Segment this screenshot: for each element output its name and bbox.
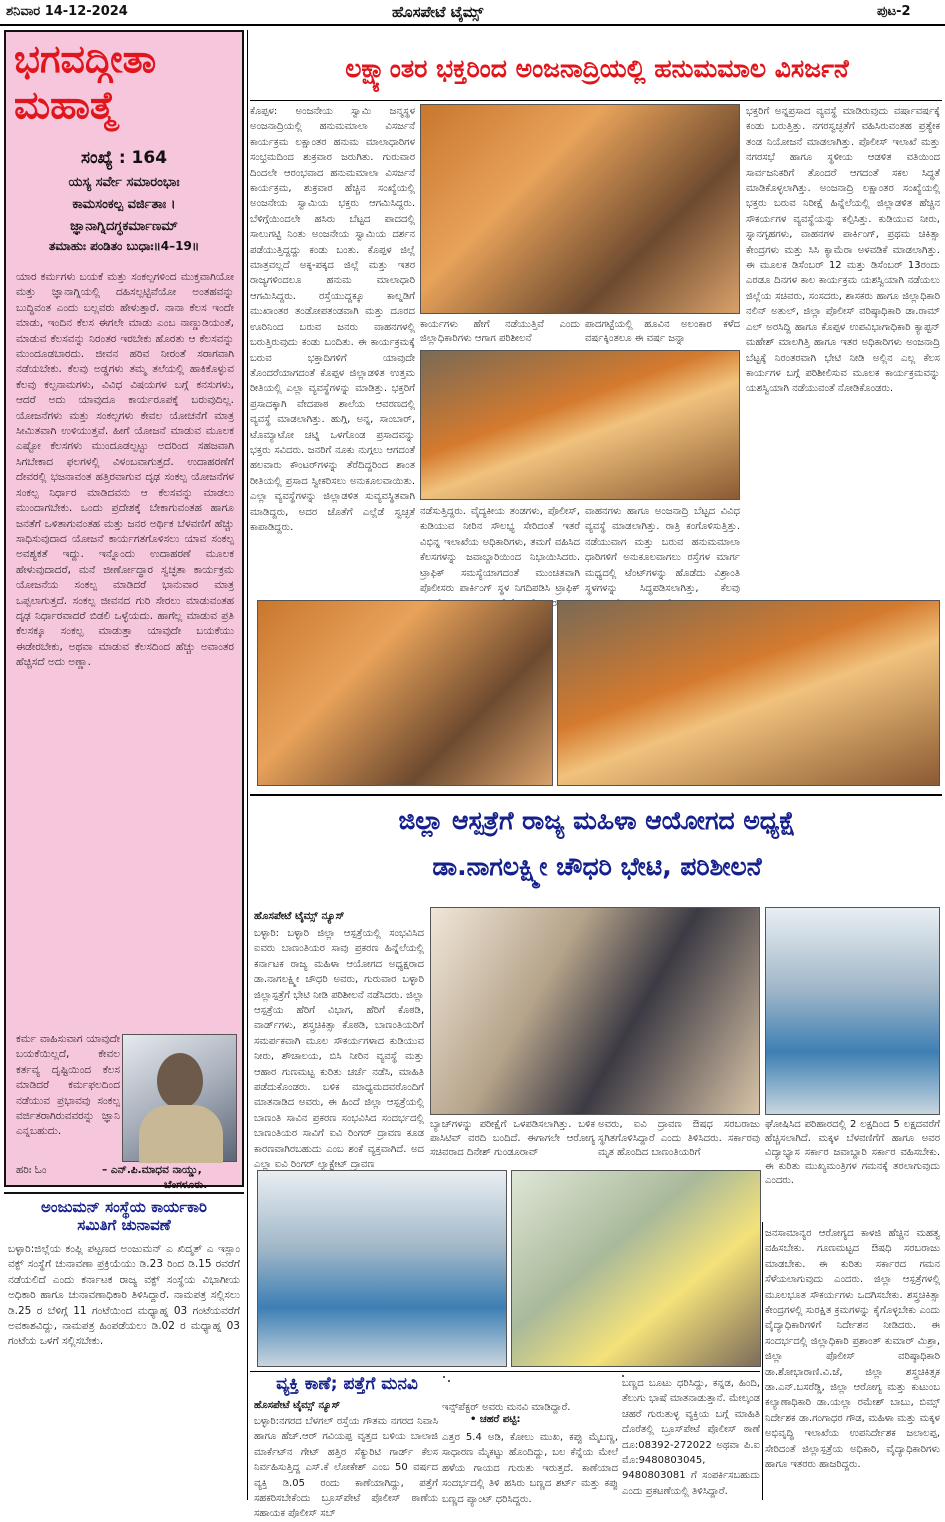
missing-col2-sub: • ಚಹರೆ ಪಟ್ಟಿ: [470,1414,521,1425]
paper-name: ಹೊಸಪೇಟೆ ಟೈಮ್ಸ್ [392,3,484,21]
gita-hari-om: ಹರಿಃ ಓಂ [16,1164,47,1176]
missing-rule [250,1371,760,1372]
wc-headline-2: ಡಾ.ನಾಗಲಕ್ಷ್ಮೀ ಚೌಧರಿ ಭೇಟಿ, ಪರಿಶೀಲನೆ [432,852,762,881]
hanuman-photo-1 [420,104,740,314]
hanuman-headline: ಲಕ್ಷ್ಯಾಂತರ ಭಕ್ತರಿಂದ ಅಂಜನಾದ್ರಿಯಲ್ಲಿ ಹನುಮಮಾಲ ವಿಸರ್ಜನೆ [345,54,849,83]
section-rule [250,794,942,796]
wc-photo-side [765,907,940,1115]
wc-headline-1: ಜಿಲ್ಲಾ ಆಸ್ಪತ್ರೆಗೆ ರಾಜ್ಯ ಮಹಿಳಾ ಆಯೋಗದ ಅಧ್ಯಕ್ಷೆ [398,806,796,835]
wc-photo-3 [257,1170,507,1367]
anjuman-title-1: ಅಂಜುಮನ್ ಸಂಸ್ಥೆಯ ಕಾರ್ಯಕಾರಿ [41,1198,207,1216]
missing-byline: ಹೊಸಪೇಟೆ ಟೈಮ್ಸ್ ನ್ಯೂಸ್ [254,1400,341,1411]
wc-caption-main-2: ಅವರು, ಐವಿ ದ್ರಾವಣ ಔಷಧ ಸರಬರಾಜು ಸ್ಥಗಿತಗೊಳಿಸಿದ್ದಾರೆ ಎಂದು ತಿಳಿಸಿದರು. ಸರ್ಕಾರವು ಮೃತ ಹೊಂದಿದ ಬಾಣಂತಿಯರಿಗೆ [598,1119,760,1158]
anjuman-body: ಬಳ್ಳಾರಿ:ಜಿಲ್ಲೆಯ ಕಂಪ್ಲಿ ಪಟ್ಟಣದ ಅಂಜುಮನ್ ಎ ಖಿದ್ಮತ್ ಎ ಇಸ್ಲಾಂ ವಕ್ಫ್ ಸಂಸ್ಥೆಗೆ ಚುನಾವಣಾ ಪ್ರಕ್ರಿಯೆಯು ಡಿ.23 ರಿಂದ ಡಿ.15 ರವರೆಗೆ ನಡೆಯಲಿದೆ ಎಂದು ಕರ್ನಾಟಕ ರಾಜ್ಯ ವಕ್ಫ್ ಸಂಸ್ಥೆಯ ವಿಭಾಗೀಯ ಅಧಿಕಾರಿ ಹಾಗೂ ಚುನಾವಣಾಧಿಕಾರಿ ತಿಳಿಸಿದ್ದಾರೆ. ನಾಮಪತ್ರ ಸಲ್ಲಿಸಲು ಡಿ.25 ರ ಬೆಳಿಗ್ಗೆ 11 ಗಂಟೆಯಿಂದ ಮಧ್ಯಾಹ್ನ 03 ಗಂಟೆಯವರೆಗೆ ಅವಕಾಶವಿದ್ದು, ನಾಮಪತ್ರ ಹಿಂಪಡೆಯಲು ಡಿ.02 ರ ಮಧ್ಯಾಹ್ನ 03 ಗಂಟೆಯ ಒಳಗೆ ಸಲ್ಲಿಸಬೇಕು. [8,1243,240,1348]
hanuman-bottom-2: ವಾಹನಗಳು ಹಾಗೂ ಅಂಜನಾದ್ರಿ ಬೆಟ್ಟದ ವಿವಿಧ ವ್ಯವಸ್ಥೆ ಮಾಡಲಾಗಿತ್ತು. ರಾತ್ರಿ ಕಂಗೊಳಿಸುತ್ತಿತ್ತು. ನಡೆಯುವಾಗ ಮತ್ತು ಬರುವ ಹನುಮಮಾಲಾ ಧಾರಿಗಳಿಗೆ ಅನುಕೂಲವಾಗಲು ರಸ್ತೆಗಳ ಮಾರ್ಗ ಮಧ್ಯದಲ್ಲಿ ಟೆಂಟ್‌ಗಳನ್ನು ಹೊಡೆದು ವಿಶ್ರಾಂತಿ ಸ್ಥಳಗಳನ್ನು ಸಿದ್ಧಪಡಿಸಲಾಗಿತ್ತು, ಕೆಲವು [585,506,740,595]
wc-caption-main: ಬ್ಯಾಚ್‌ಗಳನ್ನು ಪರೀಕ್ಷೆಗೆ ಒಳಪಡಿಸಲಾಗಿತ್ತು. ಬಳಿಕ ಪಾಸಿಟಿವ್ ವರದಿ ಬಂದಿದೆ. ಈಗಾಗಲೇ ಆರೋಗ್ಯ ಸಚಿವರಾದ ದಿನೇಶ್ ಗುಂಡೂರಾವ್ [430,1119,595,1158]
gita-author-place: ಬೆಂಗಳೂರು. [164,1179,208,1191]
gita-author: – ಎನ್.ಪಿ.ಮಾಧವ ನಾಯ್ಡು, [102,1164,202,1176]
missing-headline: ವ್ಯಕ್ತಿ ಕಾಣೆ; ಪತ್ತೆಗೆ ಮನವಿ [276,1374,418,1394]
author-photo [122,1034,237,1162]
page-header [0,0,945,26]
col-divider-left [247,30,248,1500]
hanuman-photo-2 [420,350,740,500]
gita-number: ಸಂಖ್ಯೆ : 164 [80,148,168,168]
lokesh-photo [443,1376,445,1378]
gita-title: ಭಗವದ್ಗೀತಾ ಮಹಾತ್ಮೆ [14,37,157,127]
hanuman-caption-1: ಕಾರ್ಯಗಳು ಹೇಗೆ ನಡೆಯುತ್ತಿವೆ ಎಂದು ಜಿಲ್ಲಾಧಿಕಾರಿಗಳು ಆಗಾಗ ಪರಿಶೀಲನೆ [420,319,580,344]
header-date: ಶನಿವಾರ 14-12-2024 [6,4,128,19]
page-number: ಪುಟ-2 [877,4,911,19]
hanuman-photo-3 [257,600,553,786]
gita-column [4,30,244,1191]
hanuman-col-right: ಭಕ್ತರಿಗೆ ಅನ್ನಪ್ರಸಾದ ವ್ಯವಸ್ಥೆ ಮಾಡಿರುವುದು ವರ್ಷಾವರ್ಷಕ್ಕೆ ಕಂಡು ಬರುತ್ತಿತ್ತು. ನಗರಸ್ವಚ್ಛತೆಗೆ ವಹಿಸಿರುವಂತಹ ಪ್ರತ್ಯೇಕ ತಂಡ ನಿಯೋಜನೆ ಮಾಡಲಾಗಿತ್ತು. ಪೊಲೀಸ್ ಇಲಾಖೆ ಮತ್ತು ನಗರಸಭೆ ಹಾಗೂ ಸ್ಥಳೀಯ ಆಡಳಿತ ವತಿಯಿಂದ ಸಾರ್ವಜನಿಕರಿಗೆ ತೊಂದರೆ ಆಗದಂತೆ ಸಕಲ ಸಿದ್ಧತೆ ಮಾಡಿಕೊಳ್ಳಲಾಗಿತ್ತು. ಅಂಜನಾದ್ರಿ ಲಕ್ಷಾಂತರ ಸಂಖ್ಯೆಯಲ್ಲಿ ಭಕ್ತರು ಬರುವ ನಿರೀಕ್ಷೆ ಹಿನ್ನೆಲೆಯಲ್ಲಿ ಜಿಲ್ಲಾಡಳಿತ ಹೆಚ್ಚಿನ ಸೌಕರ್ಯಗಳ ವ್ಯವಸ್ಥೆಯನ್ನು ಕಲ್ಪಿಸಿತ್ತು. ಕುಡಿಯುವ ನೀರು, ಸ್ನಾನಗೃಹಗಳು, ವಾಹನಗಳ ಪಾರ್ಕಿಂಗ್, ಪ್ರಥಮ ಚಿಕಿತ್ಸಾ ಕೇಂದ್ರಗಳು ಮತ್ತು ಸಿಸಿ ಕ್ಯಾಮೆರಾ ಅಳವಡಿಕೆ ಮಾಡಲಾಗಿತ್ತು. ಈ ಮೂಲಕ ಡಿಸೆಂಬರ್ 12 ಮತ್ತು ಡಿಸೆಂಬರ್ 13ರಂದು ಎರಡೂ ದಿನಗಳ ಕಾಲ ಕಾರ್ಯಕ್ರಮ ಯಶಸ್ವಿಯಾಗಿ ನಡೆಯಲು ಜಿಲ್ಲೆಯ ಸಚಿವರು, ಸಂಸದರು, ಶಾಸಕರು ಹಾಗೂ ಜಿಲ್ಲಾಧಿಕಾರಿ ನಲಿನ್ ಅತುಲ್, ಜಿಲ್ಲಾ ಪೊಲೀಸ್ ವರಿಷ್ಠಾಧಿಕಾರಿ ಡಾ.ರಾಮ್ ಎಲ್ ಅರಸಿದ್ದಿ ಹಾಗೂ ಕೊಪ್ಪಳ ಉಪವಿಭಾಗಾಧಿಕಾರಿ ಕ್ಯಾಪ್ಟನ್ ಮಹೇಶ್ ಮಾಲಗಿತ್ತಿ ಹಾಗೂ ಇತರ ಅಧಿಕಾರಿಗಳು ಅಂಜನಾದ್ರಿ ಬೆಟ್ಟಕ್ಕೆ ನಿರಂತರವಾಗಿ ಭೇಟಿ ನೀಡಿ ಅಲ್ಲಿನ ಎಲ್ಲ ಕೆಲಸ ಕಾರ್ಯಗಳ ಬಗ್ಗೆ ಪರಿಶೀಲಿಸುವ ಮೂಲಕ ಕಾರ್ಯಕ್ರಮವನ್ನು ಯಶಸ್ವಿಯಾಗಿ ನಡೆಯುವಂತೆ ನೋಡಿಕೊಂಡರು. [746,106,940,395]
anjuman-article [4,1192,244,1374]
gita-shloka-2: ಕಾಮಸಂಕಲ್ಪ ವರ್ಜಿತಾಃ । [72,197,176,212]
gita-shloka-3: ಜ್ಞಾನಾಗ್ನಿದಗ್ಧಕರ್ಮಾಣಮ್ [70,219,178,234]
hanuman-col1: ಕೊಪ್ಪಳ: ಅಂಜನೇಯ ಸ್ವಾಮಿ ಜನ್ಮಸ್ಥಳ ಅಂಜನಾದ್ರಿಯಲ್ಲಿ ಹನುಮಮಾಲಾ ವಿಸರ್ಜನೆ ಕಾರ್ಯಕ್ರಮ ಲಕ್ಷಾಂತರ ಹನುಮ ಮಾಲಾಧಾರಿಗಳ ಸಂಭ್ರಮದಿಂದ ಶುಕ್ರವಾರ ಜರುಗಿತು. ಗುರುವಾರ ದಿಂದಲೇ ಆರಂಭವಾದ ಹನುಮಮಾಲಾ ವಿಸರ್ಜನೆ ಕಾರ್ಯಕ್ರಮ, ಶುಕ್ರವಾರ ಹೆಚ್ಚಿನ ಸಂಖ್ಯೆಯಲ್ಲಿ ಅಂಜನೇಯ ಸ್ವಾಮಿಯ ಭಕ್ತರು ಆಗಮಿಸಿದ್ದರು. ಬೆಳಿಗ್ಗೆಯಿಂದಲೇ ಹಸಿರು ಬೆಟ್ಟದ ಪಾದದಲ್ಲಿ ಸಾಲುಗಟ್ಟಿ ನಿಂತು ಅಂಜನೇಯ ಸ್ವಾಮಿಯ ದರ್ಶನ ಪಡೆಯುತ್ತಿದ್ದದ್ದು ಕಂಡು ಬಂತು. ಕೊಪ್ಪಳ ಜಿಲ್ಲೆ ಮಾತ್ರವಲ್ಲದೆ ಅಕ್ಕ-ಪಕ್ಕದ ಜಿಲ್ಲೆ ಮತ್ತು ಇತರ ರಾಜ್ಯಗಳಿಂದಲೂ ಹನುಮ ಮಾಲಾಧಾರಿ ಆಗಮಿಸಿದ್ದರು. ರಸ್ತೆಯುದ್ದಕ್ಕೂ ಕಾಲ್ನಡಿಗೆ ಮುಖಾಂತರ ತಂಡೋಪತಂಡವಾಗಿ ಮತ್ತು ದೂರದ ಊರಿನಿಂದ ಬರುವ ಜನರು ವಾಹನಗಳಲ್ಲಿ ಬರುತ್ತಿರುವುದು ಕಂಡು ಬಂದಿತು. ಈ ಕಾರ್ಯಕ್ರಮಕ್ಕೆ ಬರುವ ಭಕ್ತಾದಿಗಳಿಗೆ ಯಾವುದೇ ತೊಂದರೆಯಾಗದಂತೆ ಕೊಪ್ಪಳ ಜಿಲ್ಲಾಡಳಿತ ಉತ್ತಮ ರೀತಿಯಲ್ಲಿ ಎಲ್ಲಾ ವ್ಯವಸ್ಥೆಗಳನ್ನು ಮಾಡಿತ್ತು. ಭಕ್ತರಿಗೆ ಪ್ರಸಾದಕ್ಕಾಗಿ ವೇದಪಾಠ ಶಾಲೆಯ ಆವರಣದಲ್ಲಿ ವ್ಯವಸ್ಥೆ ಮಾಡಲಾಗಿತ್ತು. ಹುಗ್ಗಿ, ಅನ್ನ, ಸಾಂಬಾರ್, ಟೊಮ್ಯಾಟೋ ಚಟ್ನಿ ಒಳಗೊಂಡ ಪ್ರಸಾದವನ್ನು ಭಕ್ತರು ಸವಿದರು. ಜನರಿಗೆ ನೂಕು ನುಗ್ಗಲು ಆಗದಂತೆ ಹಲವಾರು ಕೌಂಟರ್‌ಗಳನ್ನು ತೆರೆದಿದ್ದರಿಂದ ಶಾಂತ ರೀತಿಯಲ್ಲಿ ಪ್ರಸಾದ ಸ್ವೀಕರಿಸಲು ಅನುಕೂಲವಾಯಿತು. ಎಲ್ಲಾ ವ್ಯವಸ್ಥೆಗಳನ್ನು ಜಿಲ್ಲಾಡಳಿತ ಸುವ್ಯವಸ್ಥಿತವಾಗಿ ಮಾಡಿದ್ದರು, ಅದರ ಜೊತೆಗೆ ಎಲ್ಲೆಡೆ ಸ್ವಚ್ಛತೆ ಕಾಪಾಡಿದ್ದರು. [250,106,415,533]
wc-photo-4 [511,1170,761,1367]
gita-body: ಯಾರ ಕರ್ಮಗಳು ಬಯಕೆ ಮತ್ತು ಸಂಕಲ್ಪಗಳಿಂದ ಮುಕ್ತವಾಗಿಯೋ ಮತ್ತು ಜ್ಞಾನಾಗ್ನಿಯಲ್ಲಿ ದಹಿಸಲ್ಪಟ್ಟಿವೆಯೋ ಅಂತಹವನ್ನು ಬುದ್ಧಿವಂತ ಎಂದು ಬಲ್ಲವರು ಹೇಳುತ್ತಾರೆ. ನಾನಾ ಕೆಲಸ ಇಂದೇ ಮಾಡು, ಇಂದಿನ ಕೆಲಸ ಈಗಲೇ ಮಾಡು ಎಂಬ ನಾಣ್ಣುಡಿಯಂತೆ, ಮಾಡುವ ಕೆಲಸವನ್ನು ನಿರಂತರ ಇರಬೇಕು ಹೊರತು ಆ ಕೆಲಸವನ್ನು ಮುಂದೂಡಬಾರದು. ಜೀವನ ಹರಿವ ನೀರಂತೆ ಸರಾಗವಾಗಿ ನಡೆಯಬೇಕು. ಕೆಲವು ಅಡ್ಡಗಳು ತಮ್ಮ ತಲೆಯಲ್ಲಿ ಹಾಕಿಕೊಳ್ಳುವ ಕೆಲವು ಕಲ್ಪನಾಮಗಳು, ವಿವಿಧ ವಿಷಯಗಳ ಬಗ್ಗೆ ಕನಸುಗಳು, ಆದರೆ ಅದು ಯಾವುದೂ ಕಾರ್ಯರೂಪಕ್ಕೆ ಬರುವುದಿಲ್ಲ. ಯೋಜನೆಗಳು ಮತ್ತು ಸಂಕಲ್ಪಗಳು ಕೇವಲ ಯೋಚನೆಗೆ ಮಾತ್ರ ಸೀಮಿತವಾಗಿ ಉಳಿಯುತ್ತವೆ. ಹೀಗೆ ಯೋಜನೆ ಮಾಡುವ ಮೂಲಕ ಎಷ್ಟೋ ಕೆಲಸಗಳು ಮುಂದೂಡಲ್ಪಟ್ಟು ಅದರಿಂದ ಸಹಜವಾಗಿ ಸಿಗಬೇಕಾದ ಫಲಗಳಲ್ಲಿ ವಿಳಂಬವಾಗುತ್ತದೆ. ಉದಾಹರಣೆಗೆ ದೇವರಲ್ಲಿ ಭಜನಾವಂತ ಹತ್ತಿರವಾಗುವ ದೃಢ ಸಂಕಲ್ಪ ಯೋಜನೆಗಳ ಸಂಕಲ್ಪ ನಿರ್ಧಾರ ಮಾಡಿದವನು ಆ ಕೆಲಸವನ್ನು ಮಾಡಲು ಮುಂದಾಗಬೇಕು. ಒಂದು ಪ್ರದೇಶಕ್ಕೆ ಬೇಕಾಗುವಂತಹ ಹಾಗೂ ಜನತೆಗೆ ಒಳಿತಾಗುವಂತಹ ಮತ್ತು ಜನರ ಅರ್ಥಿಕ ಬೆಳವಣಿಗೆ ಹೆಚ್ಚು ಸಾಧಿಸುವುದಾದ ಯೋಜನೆ ಕಾರ್ಯಗತಗೊಳಿಸಲು ಯಾವ ಸಂಕಲ್ಪ ಅವಶ್ಯಕತೆ ಇದ್ದು. ಇನ್ನೊಂದು ಉದಾಹರಣೆ ಮೂಲಕ ಹೇಳುವುದಾದರೆ, ಮನೆ ಜೀರ್ಣೋದ್ಧಾರ ಸ್ವಚ್ಛತಾ ಕಾರ್ಯಕ್ರಮ ಯೋಜನೆಯ ಸಂಕಲ್ಪ ಮಾಡಿದರೆ ಭಾನುವಾರ ಮಾತ್ರ ಒಪ್ಪಲಾಗುತ್ತದೆ. ಸಂಕಲ್ಪ ಜೀವನದ ಗುರಿ ಸೇರಲು ಮಾಡುವಂತಹ ದೃಢ ನಿರ್ಧಾರವಾದರೆ ಬಿಡಲಿ ಒಳ್ಳೆಯದು. ಹಾಗೆಲ್ಲ ಮಾಡುವ ಪ್ರತಿ ಕೆಲಸಕ್ಕೂ ಸಂಕಲ್ಪ ಮಾಡುತ್ತಾ ಯಾವುದೇ ಬಯಕೆಯು ಈಡೇರಬೇಕು, ಅಥವಾ ಮಾಡುವ ಕೆಲಸದಿಂದ ಹೆಚ್ಚು ಅವಾಂತರ ಹೆಚ್ಚಿಸದೆ ಅದು ಅಣ್ಣಾ. [16,271,234,669]
headline-rule [250,100,942,101]
wc-photo-main [430,907,760,1115]
gita-shloka-4: ತಮಾಹುಃ ಪಂಡಿತಂ ಬುಧಾಃ॥4–19॥ [48,239,200,253]
missing-col2: ಎತ್ತರ 5.4 ಅಡಿ, ಕೋಲು ಮುಖ, ಕಪ್ಪು ಮೈಬಣ್ಣ, ಸಾಧಾರಣ ಮೈಕಟ್ಟು ಹೊಂದಿದ್ದು, ಬಲ ಕೆನ್ನೆಯ ಮೇಲೆ ಹಳೆಯ ಗಾಯದ ಗುರುತು ಇರುತ್ತದೆ. ಕಾಣೆಯಾದ ಸಂದರ್ಭದಲ್ಲಿ ತಿಳಿ ಹಸಿರು ಬಣ್ಣದ ಶರ್ಟ್ ಮತ್ತು ಕಪ್ಪು ಬಣ್ಣದ ಪ್ಯಾಂಟ್ ಧರಿಸಿದ್ದರು. [442,1432,618,1505]
missing-col3: ಬಣ್ಣದ ಬೂಟು ಧರಿಸಿದ್ದು, ಕನ್ನಡ, ಹಿಂದಿ, ತೆಲುಗು ಭಾಷೆ ಮಾತನಾಡುತ್ತಾನೆ. ಮೇಲ್ಕಂಡ ಚಹರೆ ಗುರುತುಳ್ಳ ವ್ಯಕ್ತಿಯ ಬಗ್ಗೆ ಮಾಹಿತಿ ದೊರೆತಲ್ಲಿ ಬ್ರೂಸ್‌ಪೇಟೆ ಪೊಲೀಸ್ ಠಾಣೆ ದೂ:08392-272022 ಅಥವಾ ಪಿ.ಐ ಮೊ:9480803045, 9480803081 ಗೆ ಸಂಪರ್ಕಿಸಬಹುದು ಎಂದು ಪ್ರಕಟಣೆಯಲ್ಲಿ ತಿಳಿಸಿದ್ದಾರೆ. [622,1378,760,1497]
gita-shloka-1: ಯಸ್ಯ ಸರ್ವೇ ಸಮಾರಂಭಾಃ [68,175,180,190]
wc-col1: ಬಳ್ಳಾರಿ: ಬಳ್ಳಾರಿ ಜಿಲ್ಲಾ ಆಸ್ಪತ್ರೆಯಲ್ಲಿ ಸಂಭವಿಸಿದ ಐವರು ಬಾಣಂತಿಯರ ಸಾವು ಪ್ರಕರಣ ಹಿನ್ನೆಲೆಯಲ್ಲಿ ಕರ್ನಾಟಕ ರಾಜ್ಯ ಮಹಿಳಾ ಆಯೋಗದ ಅಧ್ಯಕ್ಷರಾದ ಡಾ.ನಾಗಲಕ್ಷ್ಮೀ ಚೌಧರಿ ಅವರು, ಗುರುವಾರ ಬಳ್ಳಾರಿ ಜಿಲ್ಲಾಸ್ಪತ್ರೆಗೆ ಭೇಟಿ ನೀಡಿ ಪರಿಶೀಲನೆ ನಡೆಸಿದರು. ಜಿಲ್ಲಾ ಆಸ್ಪತ್ರೆಯ ಹೆರಿಗೆ ವಿಭಾಗ, ಹೆರಿಗೆ ಕೊಠಡಿ, ವಾರ್ಡ್‌ಗಳು, ಶಸ್ತ್ರಚಿಕಿತ್ಸಾ ಕೊಠಡಿ, ಬಾಣಂತಿಯರಿಗೆ ಸಮರ್ಪಕವಾಗಿ ಮೂಲ ಸೌಕರ್ಯಗಳಾದ ಕುಡಿಯುವ ನೀರು, ಶೌಚಾಲಯ, ಬಿಸಿ ನೀರಿನ ವ್ಯವಸ್ಥೆ ಮತ್ತು ಆಹಾರ ಗುಣಮಟ್ಟ ಕುರಿತು ಚರ್ಚೆ ನಡೆಸಿ, ಮಾಹಿತಿ ಪಡೆದುಕೊಂಡರು. ಬಳಿಕ ಮಾಧ್ಯಮದವರೊಂದಿಗೆ ಮಾತನಾಡಿದ ಅವರು, ಈ ಹಿಂದೆ ಜಿಲ್ಲಾ ಆಸ್ಪತ್ರೆಯಲ್ಲಿ ಬಾಣಂತಿ ಸಾವಿನ ಪ್ರಕರಣ ಸಂಭವಿಸಿದ ಸಂದರ್ಭದಲ್ಲಿ ಬಾಣಂತಿಯರ ಸಾವಿಗೆ ಐವಿ ರಿಂಗರ್ ದ್ರಾವಣ ಕೂಡ ಕಾರಣವಾಗಿರಬಹುದು ಎಂಬ ಶಂಕೆ ವ್ಯಕ್ತವಾಗಿದೆ. ಅದ ಎಲ್ಲಾ ಐವಿ ರಿಂಗರ್ ಲ್ಯಾಕ್ಟೇಟ್ ದ್ರಾವಣ [254,928,424,1171]
gita-karma-text: ಕರ್ಮ ವಾಹಿಸುವಾಗ ಯಾವುದೇ ಬಯಕೆಯಿಲ್ಲದೆ, ಕೇವಲ ಕರ್ತವ್ಯ ದೃಷ್ಟಿಯಿಂದ ಕೆಲಸ ಮಾಡಿದರೆ ಕರ್ಮಫಲದಿಂದ ನಡೆಯುವ ಪ್ರಭಾವವು ಸಂಕಲ್ಪ ವರ್ಜಿತರಾಗಿರುವವರನ್ನು ಜ್ಞಾನಿ ಎನ್ನಬಹುದು. [16,1033,120,1138]
missing-col2-top: ಇನ್ಸ್‌ಪೆಕ್ಟರ್ ಅವರು ಮನವಿ ಮಾಡಿದ್ದಾರೆ. [442,1402,571,1413]
wc-col-right: ಜನಸಾಮಾನ್ಯರ ಆರೋಗ್ಯದ ಕಾಳಜಿ ಹೆಚ್ಚಿನ ಮಹತ್ವ ವಹಿಸಬೇಕು. ಗೂಣಮಟ್ಟದ ಔಷಧಿ ಸರಬರಾಜು ಮಾಡಬೇಕು. ಈ ಕುರಿತು ಸರ್ಕಾರದ ಗಮನ ಸೆಳೆಯಲಾಗುವುದು ಎಂದರು. ಜಿಲ್ಲಾ ಆಸ್ಪತ್ರೆಗಳಲ್ಲಿ ಮೂಲಭೂತ ಸೌಕರ್ಯಗಳು ಒದಗಿಸಬೇಕು. ಶಸ್ತ್ರಚಿಕಿತ್ಸಾ ಕೇಂದ್ರಗಳಲ್ಲಿ ಸುರಕ್ಷಿತ ಕ್ರಮಗಳನ್ನು ಕೈಗೊಳ್ಳಬೇಕು ಎಂದು ವೈದ್ಯಾಧಿಕಾರಿಗಳಿಗೆ ನಿರ್ದೇಶನ ನೀಡಿದರು. ಈ ಸಂದರ್ಭದಲ್ಲಿ ಜಿಲ್ಲಾಧಿಕಾರಿ ಪ್ರಶಾಂತ್ ಕುಮಾರ್ ಮಿಶ್ರಾ, ಜಿಲ್ಲಾ ಪೊಲೀಸ್ ವರಿಷ್ಠಾಧಿಕಾರಿ ಡಾ.ಶೋಭಾರಾಣಿ.ವಿ.ಜೆ, ಜಿಲ್ಲಾ ಶಸ್ತ್ರಚಿಕಿತ್ಸಕ ಡಾ.ಎನ್.ಬಸರೆಡ್ಡಿ, ಜಿಲ್ಲಾ ಆರೋಗ್ಯ ಮತ್ತು ಕುಟುಂಬ ಕಲ್ಯಾಣಾಧಿಕಾರಿ ಡಾ.ಯಲ್ಲಾ ರಮೇಶ್ ಬಾಬು, ಬಿಮ್ಸ್ ನಿರ್ದೇಶಕ ಡಾ.ಗಂಗಾಧರ ಗೌಡ, ಮಹಿಳಾ ಮತ್ತು ಮಕ್ಕಳ ಅಭಿವೃದ್ಧಿ ಇಲಾಖೆಯ ಉಪನಿರ್ದೇಶಕ ಜಲಾಲಪ್ಪ, ಸೇರಿದಂತೆ ಜಿಲ್ಲಾಸ್ಪತ್ರೆಯ ಅಧಿಕಾರಿ, ವೈದ್ಯಾಧಿಕಾರಿಗಳು ಹಾಗೂ ಇತರರು ಹಾಜರಿದ್ದರು. [765,1228,940,1471]
anjuman-title-2: ಸಮಿತಿಗೆ ಚುನಾವಣೆ [77,1216,171,1234]
missing-person-photo [448,1380,450,1382]
wc-caption-side: ಘೋಷಿಸಿದ ಪರಿಹಾರದಲ್ಲಿ 2 ಲಕ್ಷದಿಂದ 5 ಲಕ್ಷದವರೆಗೆ ಹೆಚ್ಚಿಸಲಾಗಿದೆ. ಮಕ್ಕಳ ಬೆಳವಣಿಗೆಗೆ ಹಾಗೂ ಅವರ ವಿದ್ಯಾಭ್ಯಾಸ ಸರ್ಕಾರ ಜವಾಬ್ದಾರಿ ಸರ್ಕಾರ ವಹಿಸಬೇಕು. ಈ ಕುರಿತು ಮುಖ್ಯಮಂತ್ರಿಗಳ ಗಮನಕ್ಕೆ ತರಲಾಗುವುದು ಎಂದರು. [765,1119,940,1186]
hanuman-bottom-1: ನಡೆಸುತ್ತಿದ್ದರು. ವೈದ್ಯಕೀಯ ತಂಡಗಳು, ಪೊಲೀಸ್, ಕುಡಿಯುವ ನೀರಿನ ಸೌಲಭ್ಯ ಸೇರಿದಂತೆ ಇತರೆ ವಿಭಿನ್ನ ಇಲಾಖೆಯ ಅಧಿಕಾರಿಗಳು, ತಮಗೆ ವಹಿಸಿದ ಕೆಲಸಗಳನ್ನು ಜವಾಬ್ದಾರಿಯಿಂದ ನಿಭಾಯಿಸಿದರು. ಟ್ರಾಫಿಕ್ ಸಮಸ್ಯೆಯಾಗದಂತೆ ಮುಂಚಿತವಾಗಿ ಪೊಲೀಸರು ಪಾರ್ಕಿಂಗ್ ಸ್ಥಳ ನಿಗದಿಪಡಿಸಿ ಟ್ರಾಫಿಕ್ [420,506,580,595]
missing-col1: ಬಳ್ಳಾರಿ:ನಗರದ ಬೆಳಗಲ್ ರಸ್ತೆಯ ಗೌತಮ ನಗರದ ನಿವಾಸಿ ಹಾಗೂ ಹೆಚ್.ಆರ್ ಗವಿಯಪ್ಪ ವೃತ್ತದ ಬಳಿಯ ಬಾಲಾಜಿ ಮಾರ್ಕೆಟ್‌ನ ಗೇಟ್ ಹತ್ತಿರ ಸೆಕ್ಯುರಿಟಿ ಗಾರ್ಡ್ ಕೆಲಸ ನಿರ್ವಹಿಸುತ್ತಿದ್ದ ಎಸ್.ಕೆ ಲೋಕೇಶ್ ಎಂಬ 50 ವರ್ಷದ ವ್ಯಕ್ತಿ ಡಿ.05 ರಂದು ಕಾಣೆಯಾಗಿದ್ದು, ಪತ್ತೆಗೆ ಸಹಕರಿಸಬೇಕೆಂದು ಬ್ರೂಸ್‌ಪೇಟೆ ಪೊಲೀಸ್ ಠಾಣೆಯ ಸಹಾಯಕ ಪೊಲೀಸ್ ಸಬ್ [254,1416,438,1520]
hanuman-photo-4 [557,600,940,786]
col-divider-right [762,1222,763,1500]
hanuman-caption-2: ಪಾದಗಟ್ಟೆಯಲ್ಲಿ ಹೂವಿನ ಅಲಂಕಾರ ಕಳೆದ ವರ್ಷಕ್ಕಿಂತಲೂ ಈ ವರ್ಷ ಜನ್ನಾ [585,319,740,344]
wc-byline: ಹೊಸಪೇಟೆ ಟೈಮ್ಸ್ ನ್ಯೂಸ್ [254,910,345,922]
